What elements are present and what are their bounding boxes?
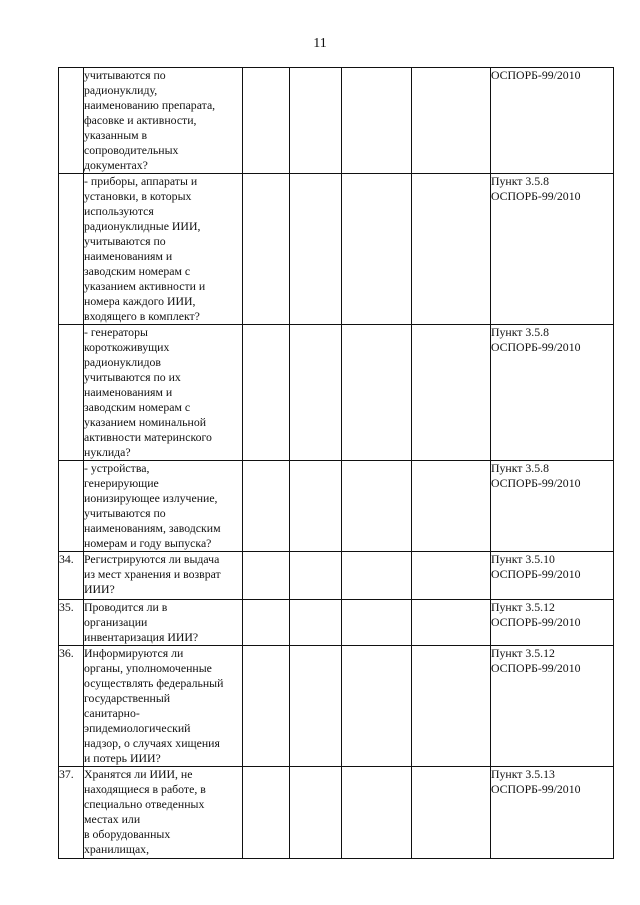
requirement-text: Хранятся ли ИИИ, не находящиеся в работе, в специально отведенных местах или в оборудованных хранилищах,	[84, 767, 243, 859]
legal-reference: Пункт 3.5.8 ОСПОРБ-99/2010	[491, 325, 614, 461]
answer-cell-note	[412, 552, 491, 600]
answer-cell-no	[290, 325, 342, 461]
answer-cell-na	[342, 325, 412, 461]
requirement-text: - приборы, аппараты и установки, в которых используются радионуклидные ИИИ, учитываются по наименованиям и заводским номерам с указанием активности и номера каждого ИИИ, входящего в комплект?	[84, 174, 243, 325]
answer-cell-yes	[243, 325, 290, 461]
requirement-text: - устройства, генерирующие ионизирующее излучение, учитываются по наименованиям, заводским номерам и году выпуска?	[84, 461, 243, 552]
answer-cell-yes	[243, 646, 290, 767]
requirement-text: Проводится ли в организации инвентаризация ИИИ?	[84, 600, 243, 646]
answer-cell-yes	[243, 767, 290, 859]
answer-cell-yes	[243, 600, 290, 646]
requirement-text: Информируются ли органы, уполномоченные осуществлять федеральный государственный санитарно- эпидемиологический надзор, о случаях хищения и потерь ИИИ?	[84, 646, 243, 767]
table-row	[59, 174, 614, 325]
legal-reference: Пункт 3.5.8 ОСПОРБ-99/2010	[491, 461, 614, 552]
table-row	[59, 552, 614, 600]
answer-cell-note	[412, 68, 491, 174]
answer-cell-na	[342, 461, 412, 552]
checklist-table	[58, 67, 614, 859]
requirement-text: Регистрируются ли выдача из мест хранения и возврат ИИИ?	[84, 552, 243, 600]
table-row	[59, 68, 614, 174]
answer-cell-note	[412, 646, 491, 767]
requirement-text: - генераторы короткоживущих радионуклидов учитываются по их наименованиям и заводским номерам с указанием номинальной активности материнского нуклида?	[84, 325, 243, 461]
item-number	[59, 461, 84, 552]
answer-cell-no	[290, 646, 342, 767]
item-number	[59, 174, 84, 325]
answer-cell-no	[290, 461, 342, 552]
legal-reference: Пункт 3.5.12 ОСПОРБ-99/2010	[491, 600, 614, 646]
answer-cell-note	[412, 461, 491, 552]
legal-reference: Пункт 3.5.10 ОСПОРБ-99/2010	[491, 552, 614, 600]
answer-cell-yes	[243, 174, 290, 325]
table-row	[59, 646, 614, 767]
answer-cell-note	[412, 174, 491, 325]
item-number	[59, 68, 84, 174]
answer-cell-note	[412, 325, 491, 461]
table-row	[59, 767, 614, 859]
answer-cell-yes	[243, 68, 290, 174]
table-row	[59, 600, 614, 646]
page-number: 11	[313, 36, 327, 51]
answer-cell-no	[290, 552, 342, 600]
answer-cell-note	[412, 767, 491, 859]
legal-reference: Пункт 3.5.13 ОСПОРБ-99/2010	[491, 767, 614, 859]
requirement-text: учитываются по радионуклиду, наименованию препарата, фасовке и активности, указанным в сопроводительных документах?	[84, 68, 243, 174]
legal-reference: ОСПОРБ-99/2010	[491, 68, 614, 174]
item-number: 34.	[59, 552, 84, 600]
answer-cell-na	[342, 552, 412, 600]
item-number: 35.	[59, 600, 84, 646]
answer-cell-no	[290, 174, 342, 325]
legal-reference: Пункт 3.5.8 ОСПОРБ-99/2010	[491, 174, 614, 325]
answer-cell-yes	[243, 552, 290, 600]
item-number	[59, 325, 84, 461]
answer-cell-na	[342, 767, 412, 859]
answer-cell-na	[342, 174, 412, 325]
legal-reference: Пункт 3.5.12 ОСПОРБ-99/2010	[491, 646, 614, 767]
table-row	[59, 461, 614, 552]
table-row	[59, 325, 614, 461]
answer-cell-na	[342, 646, 412, 767]
item-number: 36.	[59, 646, 84, 767]
answer-cell-no	[290, 68, 342, 174]
item-number: 37.	[59, 767, 84, 859]
answer-cell-no	[290, 600, 342, 646]
answer-cell-note	[412, 600, 491, 646]
answer-cell-na	[342, 68, 412, 174]
answer-cell-yes	[243, 461, 290, 552]
answer-cell-na	[342, 600, 412, 646]
answer-cell-no	[290, 767, 342, 859]
